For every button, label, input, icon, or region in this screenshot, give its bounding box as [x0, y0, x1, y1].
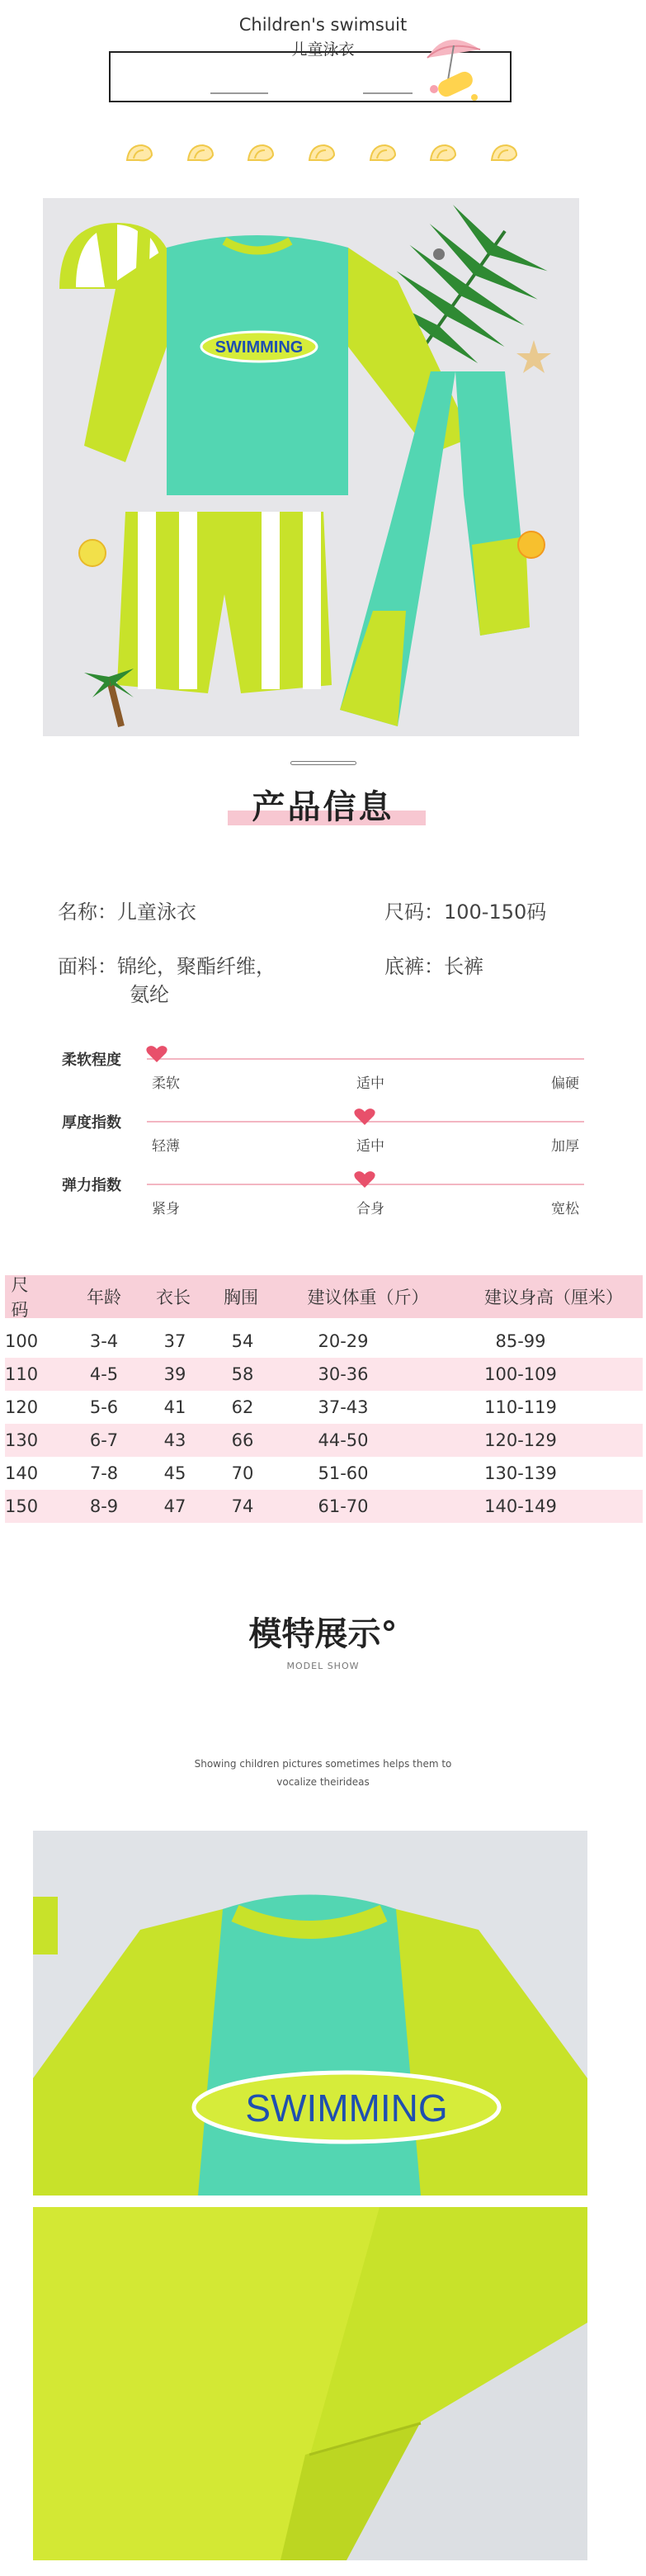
table-cell: 120 [5, 1397, 39, 1417]
scale-option-right: 加厚 [551, 1138, 579, 1155]
heart-icon [146, 1045, 167, 1063]
table-cell: 41 [163, 1397, 186, 1417]
table-cell: 20-29 [318, 1331, 369, 1351]
header-title-cn: 儿童泳衣 [291, 40, 355, 59]
table-row [5, 1358, 643, 1391]
heart-icon [354, 1170, 375, 1189]
table-cell: 62 [231, 1397, 254, 1417]
table-header-cell: 衣长 [156, 1288, 191, 1307]
scale-option-mid: 适中 [356, 1075, 384, 1092]
info-name-value: 儿童泳衣 [117, 900, 196, 924]
table-cell: 30-36 [318, 1364, 369, 1384]
table-cell: 85-99 [495, 1331, 546, 1351]
table-header-cell: 年龄 [87, 1288, 121, 1307]
table-cell: 130 [5, 1430, 39, 1450]
table-cell: 45 [163, 1463, 186, 1483]
table-cell: 39 [163, 1364, 186, 1384]
scale-option-left: 轻薄 [152, 1138, 180, 1155]
table-cell: 37 [163, 1331, 186, 1351]
table-cell: 74 [231, 1496, 254, 1516]
table-header-cell: 建议体重（斤） [307, 1288, 429, 1307]
header-dash-right [363, 92, 413, 94]
info-pants-label: 底裤： [384, 955, 444, 978]
table-cell: 43 [163, 1430, 186, 1450]
scale-label: 厚度指数 [62, 1114, 121, 1132]
table-cell: 44-50 [318, 1430, 369, 1450]
product-print-text-closeup: SWIMMING [245, 2087, 448, 2129]
table-cell: 7-8 [89, 1463, 119, 1483]
table-header-row [5, 1275, 643, 1318]
table-cell: 47 [163, 1496, 186, 1516]
scale-option-mid: 合身 [356, 1201, 384, 1217]
table-cell: 150 [5, 1496, 39, 1516]
table-cell: 37-43 [318, 1397, 369, 1417]
section-ornament [290, 761, 356, 765]
table-cell: 4-5 [89, 1364, 119, 1384]
info-name [58, 898, 196, 926]
table-cell: 70 [231, 1463, 254, 1483]
table-cell: 54 [231, 1331, 254, 1351]
shell-icon [124, 142, 155, 163]
heart-icon [354, 1108, 375, 1126]
table-cell: 6-7 [89, 1430, 119, 1450]
model-description-line-1: Showing children pictures sometimes helps them to [194, 1758, 452, 1770]
section-title-product-info: 产品信息 [252, 788, 394, 826]
info-size-value: 100-150码 [444, 900, 547, 924]
product-photo-flatlay [43, 198, 579, 736]
table-row [5, 1325, 643, 1358]
info-fabric-value-1: 锦纶，聚酯纤维， [117, 955, 276, 978]
table-cell: 110 [5, 1364, 39, 1384]
shell-icon [488, 142, 520, 163]
scale-label: 弹力指数 [62, 1177, 121, 1194]
table-cell: 3-4 [89, 1331, 119, 1351]
shell-icon [367, 142, 398, 163]
info-fabric-label: 面料： [58, 955, 117, 978]
table-cell: 58 [231, 1364, 254, 1384]
shell-icon [306, 142, 337, 163]
table-header-cell: 尺码 [11, 1275, 29, 1320]
scale-option-mid: 适中 [356, 1138, 384, 1155]
table-row [5, 1457, 643, 1490]
info-fabric-value-2: 氨纶 [130, 983, 169, 1006]
shell-icon [245, 142, 276, 163]
table-cell: 66 [231, 1430, 254, 1450]
scale-label: 柔软程度 [62, 1052, 121, 1069]
table-cell: 140-149 [484, 1496, 557, 1516]
scale-track [147, 1058, 584, 1060]
table-cell: 61-70 [318, 1496, 369, 1516]
table-cell: 8-9 [89, 1496, 119, 1516]
shell-icon [185, 142, 216, 163]
model-description-line-2: vocalize theirideas [276, 1776, 370, 1788]
scale-option-right: 宽松 [551, 1201, 579, 1217]
table-cell: 140 [5, 1463, 39, 1483]
header-title-en: Children's swimsuit [238, 15, 408, 35]
table-cell: 5-6 [89, 1397, 119, 1417]
info-size-label: 尺码： [384, 900, 444, 924]
product-print-text: SWIMMING [215, 338, 304, 357]
info-pants-value: 长裤 [444, 955, 483, 978]
product-photo-closeup-sleeve [33, 2207, 587, 2560]
table-header-cell: 胸围 [224, 1288, 258, 1307]
table-cell: 100 [5, 1331, 39, 1351]
info-name-label: 名称： [58, 900, 117, 924]
shell-decoration-row [124, 142, 520, 163]
table-row [5, 1424, 643, 1457]
model-show-subtitle: MODEL SHOW [286, 1661, 360, 1671]
table-row [5, 1490, 643, 1523]
table-cell: 51-60 [318, 1463, 369, 1483]
scale-option-right: 偏硬 [551, 1075, 579, 1092]
shell-icon [427, 142, 459, 163]
scale-option-left: 紧身 [152, 1201, 180, 1217]
table-row [5, 1391, 643, 1424]
table-cell: 100-109 [484, 1364, 557, 1384]
table-cell: 130-139 [484, 1463, 557, 1483]
model-show-title: 模特展示° [248, 1615, 398, 1653]
table-header-cell: 建议身高（厘米） [484, 1288, 623, 1307]
info-size [384, 898, 546, 926]
product-photo-closeup-front [33, 1831, 587, 2196]
table-cell: 110-119 [484, 1397, 557, 1417]
header-dash-left [210, 92, 268, 94]
umbrella-icon [421, 25, 487, 107]
scale-option-left: 柔软 [152, 1075, 180, 1092]
info-pants [384, 952, 483, 981]
table-cell: 120-129 [484, 1430, 557, 1450]
info-fabric [58, 952, 276, 1009]
size-table [5, 1275, 643, 1523]
